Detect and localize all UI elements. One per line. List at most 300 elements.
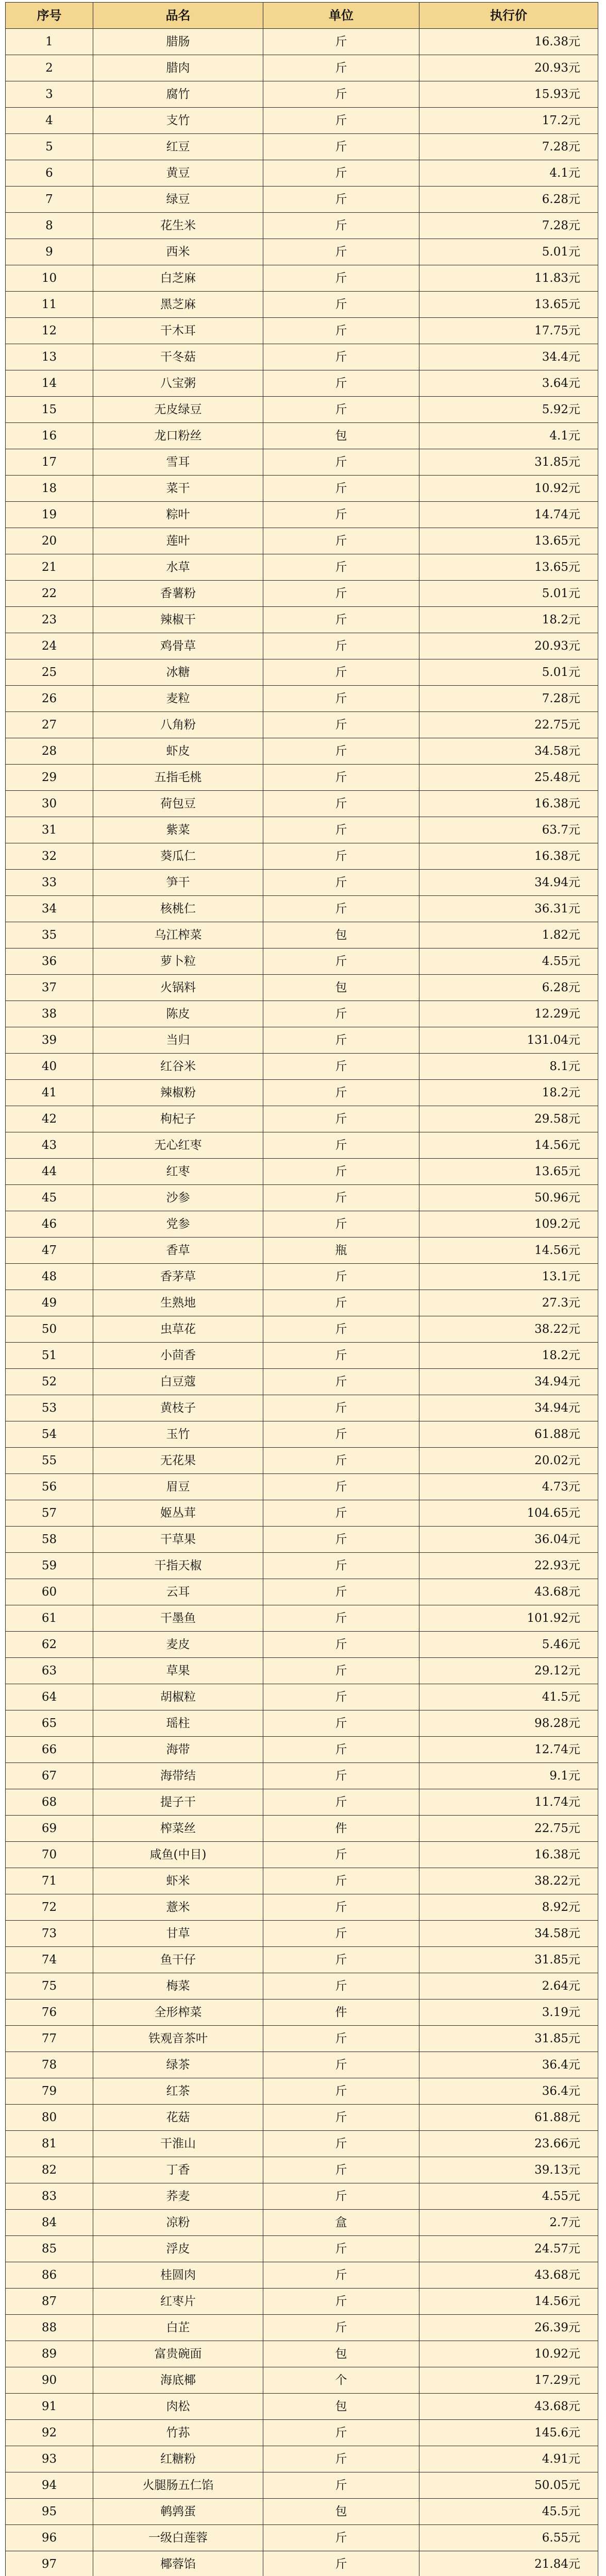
item-name: 菜干 [93, 476, 263, 502]
row-number: 80 [6, 2105, 93, 2131]
item-unit: 斤 [263, 1211, 419, 1238]
table-row [6, 1500, 598, 1527]
table-row [6, 896, 598, 922]
table-row [6, 1395, 598, 1421]
table-row [6, 1369, 598, 1395]
row-number: 77 [6, 2026, 93, 2052]
item-price: 29.58元 [419, 1106, 598, 1132]
item-unit: 包 [263, 423, 419, 449]
item-name: 腊肉 [93, 55, 263, 81]
item-price: 11.83元 [419, 265, 598, 292]
item-unit: 斤 [263, 1106, 419, 1132]
row-number: 78 [6, 2052, 93, 2078]
item-name: 鸡骨草 [93, 633, 263, 659]
item-name: 桂圆肉 [93, 2262, 263, 2289]
item-price: 34.94元 [419, 870, 598, 896]
table-row [6, 476, 598, 502]
table-row [6, 108, 598, 134]
row-number: 50 [6, 1316, 93, 1343]
row-number: 28 [6, 738, 93, 765]
row-number: 72 [6, 1894, 93, 1921]
item-price: 3.64元 [419, 370, 598, 397]
row-number: 21 [6, 554, 93, 581]
item-unit: 斤 [263, 2105, 419, 2131]
item-unit: 斤 [263, 318, 419, 344]
item-unit: 斤 [263, 2289, 419, 2315]
row-number: 55 [6, 1448, 93, 1474]
item-price: 20.93元 [419, 55, 598, 81]
row-number: 41 [6, 1080, 93, 1106]
row-number: 63 [6, 1658, 93, 1684]
row-number: 82 [6, 2157, 93, 2183]
item-unit: 斤 [263, 2052, 419, 2078]
row-number: 52 [6, 1369, 93, 1395]
item-name: 云耳 [93, 1579, 263, 1605]
table-row [6, 1106, 598, 1132]
item-unit: 斤 [263, 134, 419, 160]
item-price: 6.55元 [419, 2525, 598, 2551]
item-name: 海带 [93, 1737, 263, 1763]
row-number: 84 [6, 2210, 93, 2236]
row-number: 14 [6, 370, 93, 397]
table-row [6, 1027, 598, 1054]
item-price: 5.46元 [419, 1632, 598, 1658]
table-row [6, 686, 598, 712]
item-unit: 斤 [263, 1290, 419, 1316]
item-price: 36.31元 [419, 896, 598, 922]
item-price: 18.2元 [419, 1080, 598, 1106]
row-number: 57 [6, 1500, 93, 1527]
item-unit: 斤 [263, 292, 419, 318]
table-row [6, 134, 598, 160]
item-unit: 件 [263, 1999, 419, 2026]
table-row [6, 554, 598, 581]
item-unit: 斤 [263, 791, 419, 817]
item-unit: 斤 [263, 1474, 419, 1500]
row-number: 69 [6, 1816, 93, 1842]
item-price: 14.56元 [419, 1132, 598, 1159]
row-number: 2 [6, 55, 93, 81]
row-number: 32 [6, 843, 93, 870]
row-number: 37 [6, 975, 93, 1001]
table-row [6, 318, 598, 344]
item-name: 西米 [93, 239, 263, 265]
item-price: 22.93元 [419, 1553, 598, 1579]
item-name: 干木耳 [93, 318, 263, 344]
item-name: 咸鱼(中目) [93, 1842, 263, 1868]
item-price: 63.7元 [419, 817, 598, 843]
table-row [6, 2525, 598, 2551]
item-price: 34.58元 [419, 1921, 598, 1947]
item-price: 2.64元 [419, 1973, 598, 1999]
table-row [6, 1710, 598, 1737]
row-number: 3 [6, 81, 93, 108]
row-number: 44 [6, 1159, 93, 1185]
item-name: 八宝粥 [93, 370, 263, 397]
item-name: 白豆蔻 [93, 1369, 263, 1395]
row-number: 83 [6, 2183, 93, 2210]
item-price: 4.55元 [419, 948, 598, 975]
row-number: 20 [6, 528, 93, 554]
item-name: 无心红枣 [93, 1132, 263, 1159]
table-row [6, 1737, 598, 1763]
row-number: 67 [6, 1763, 93, 1789]
row-number: 38 [6, 1001, 93, 1027]
row-number: 48 [6, 1264, 93, 1290]
item-unit: 斤 [263, 2131, 419, 2157]
item-name: 绿茶 [93, 2052, 263, 2078]
table-row [6, 1973, 598, 1999]
table-row [6, 843, 598, 870]
table-row [6, 2210, 598, 2236]
item-price: 8.1元 [419, 1054, 598, 1080]
table-row [6, 712, 598, 738]
item-unit: 斤 [263, 213, 419, 239]
item-price: 20.93元 [419, 633, 598, 659]
table-row [6, 581, 598, 607]
item-price: 18.2元 [419, 1343, 598, 1369]
item-name: 红枣片 [93, 2289, 263, 2315]
table-row [6, 2499, 598, 2525]
item-unit: 斤 [263, 738, 419, 765]
item-name: 绿豆 [93, 187, 263, 213]
item-unit: 斤 [263, 1921, 419, 1947]
item-unit: 斤 [263, 1658, 419, 1684]
item-unit: 斤 [263, 948, 419, 975]
row-number: 87 [6, 2289, 93, 2315]
table-row [6, 29, 598, 55]
item-price: 16.38元 [419, 791, 598, 817]
table-row [6, 1080, 598, 1106]
row-number: 58 [6, 1527, 93, 1553]
table-row [6, 2341, 598, 2367]
item-name: 梅菜 [93, 1973, 263, 1999]
item-name: 干墨鱼 [93, 1605, 263, 1632]
item-price: 36.4元 [419, 2052, 598, 2078]
item-name: 椰蓉馅 [93, 2551, 263, 2576]
item-name: 火锅料 [93, 975, 263, 1001]
item-price: 10.92元 [419, 2341, 598, 2367]
row-number: 73 [6, 1921, 93, 1947]
item-unit: 斤 [263, 1868, 419, 1894]
item-unit: 斤 [263, 607, 419, 633]
item-name: 核桃仁 [93, 896, 263, 922]
item-unit: 斤 [263, 1369, 419, 1395]
row-number: 10 [6, 265, 93, 292]
row-number: 64 [6, 1684, 93, 1710]
row-number: 53 [6, 1395, 93, 1421]
table-header-row [6, 3, 598, 29]
row-number: 81 [6, 2131, 93, 2157]
item-unit: 斤 [263, 1973, 419, 1999]
item-unit: 斤 [263, 2078, 419, 2105]
row-number: 86 [6, 2262, 93, 2289]
item-price: 50.96元 [419, 1185, 598, 1211]
table-row [6, 2131, 598, 2157]
column-header-unit: 单位 [263, 3, 419, 29]
row-number: 68 [6, 1789, 93, 1816]
table-row [6, 1185, 598, 1211]
row-number: 45 [6, 1185, 93, 1211]
item-name: 香薯粉 [93, 581, 263, 607]
item-name: 八角粉 [93, 712, 263, 738]
row-number: 66 [6, 1737, 93, 1763]
item-price: 13.65元 [419, 1159, 598, 1185]
item-name: 紫菜 [93, 817, 263, 843]
row-number: 88 [6, 2315, 93, 2341]
item-price: 145.6元 [419, 2420, 598, 2446]
row-number: 75 [6, 1973, 93, 1999]
item-unit: 斤 [263, 1684, 419, 1710]
row-number: 93 [6, 2446, 93, 2472]
item-price: 31.85元 [419, 1947, 598, 1973]
item-unit: 斤 [263, 581, 419, 607]
item-price: 12.74元 [419, 1737, 598, 1763]
table-row [6, 738, 598, 765]
item-price: 9.1元 [419, 1763, 598, 1789]
item-name: 水草 [93, 554, 263, 581]
table-row [6, 1474, 598, 1500]
table-row [6, 817, 598, 843]
table-row [6, 1211, 598, 1238]
item-price: 109.2元 [419, 1211, 598, 1238]
item-unit: 斤 [263, 239, 419, 265]
item-price: 29.12元 [419, 1658, 598, 1684]
table-row [6, 922, 598, 948]
item-name: 浮皮 [93, 2236, 263, 2262]
row-number: 62 [6, 1632, 93, 1658]
item-price: 34.58元 [419, 738, 598, 765]
row-number: 11 [6, 292, 93, 318]
table-row [6, 765, 598, 791]
row-number: 47 [6, 1238, 93, 1264]
item-price: 43.68元 [419, 1579, 598, 1605]
table-row [6, 397, 598, 423]
table-row [6, 975, 598, 1001]
item-price: 31.85元 [419, 449, 598, 476]
item-name: 丁香 [93, 2157, 263, 2183]
item-unit: 斤 [263, 686, 419, 712]
item-price: 61.88元 [419, 1421, 598, 1448]
table-row [6, 2183, 598, 2210]
item-unit: 斤 [263, 2472, 419, 2499]
row-number: 18 [6, 476, 93, 502]
item-price: 22.75元 [419, 1816, 598, 1842]
item-name: 沙参 [93, 1185, 263, 1211]
item-name: 干草果 [93, 1527, 263, 1553]
item-unit: 斤 [263, 765, 419, 791]
row-number: 29 [6, 765, 93, 791]
item-unit: 斤 [263, 2262, 419, 2289]
table-row [6, 2026, 598, 2052]
item-unit: 斤 [263, 843, 419, 870]
item-unit: 包 [263, 2394, 419, 2420]
table-row [6, 1947, 598, 1973]
table-row [6, 1605, 598, 1632]
row-number: 4 [6, 108, 93, 134]
item-price: 10.92元 [419, 476, 598, 502]
item-price: 31.85元 [419, 2026, 598, 2052]
table-row [6, 1763, 598, 1789]
row-number: 74 [6, 1947, 93, 1973]
item-price: 7.28元 [419, 134, 598, 160]
item-price: 34.94元 [419, 1369, 598, 1395]
item-price: 50.05元 [419, 2472, 598, 2499]
row-number: 24 [6, 633, 93, 659]
table-row [6, 1868, 598, 1894]
item-price: 39.13元 [419, 2157, 598, 2183]
table-row [6, 213, 598, 239]
item-name: 莲叶 [93, 528, 263, 554]
row-number: 76 [6, 1999, 93, 2026]
item-name: 富贵碗面 [93, 2341, 263, 2367]
item-price: 5.01元 [419, 239, 598, 265]
item-unit: 斤 [263, 1789, 419, 1816]
item-name: 辣椒干 [93, 607, 263, 633]
item-name: 虾米 [93, 1868, 263, 1894]
item-name: 红糖粉 [93, 2446, 263, 2472]
item-unit: 斤 [263, 1605, 419, 1632]
row-number: 61 [6, 1605, 93, 1632]
table-row [6, 2394, 598, 2420]
row-number: 7 [6, 187, 93, 213]
item-unit: 斤 [263, 659, 419, 686]
row-number: 56 [6, 1474, 93, 1500]
item-name: 葵瓜仁 [93, 843, 263, 870]
item-name: 腐竹 [93, 81, 263, 108]
row-number: 40 [6, 1054, 93, 1080]
item-price: 25.48元 [419, 765, 598, 791]
item-unit: 斤 [263, 476, 419, 502]
item-unit: 斤 [263, 2551, 419, 2576]
row-number: 1 [6, 29, 93, 55]
item-name: 海带结 [93, 1763, 263, 1789]
item-unit: 斤 [263, 1343, 419, 1369]
table-row [6, 2105, 598, 2131]
table-row [6, 1999, 598, 2026]
item-name: 黄枝子 [93, 1395, 263, 1421]
table-row [6, 528, 598, 554]
item-unit: 斤 [263, 1316, 419, 1343]
item-name: 海底椰 [93, 2367, 263, 2394]
row-number: 27 [6, 712, 93, 738]
row-number: 46 [6, 1211, 93, 1238]
item-unit: 斤 [263, 1054, 419, 1080]
item-name: 红谷米 [93, 1054, 263, 1080]
table-row [6, 607, 598, 633]
item-name: 干指天椒 [93, 1553, 263, 1579]
item-unit: 斤 [263, 1710, 419, 1737]
item-price: 17.29元 [419, 2367, 598, 2394]
item-price: 43.68元 [419, 2394, 598, 2420]
row-number: 92 [6, 2420, 93, 2446]
table-row [6, 2262, 598, 2289]
item-name: 黄豆 [93, 160, 263, 187]
item-unit: 斤 [263, 1500, 419, 1527]
item-price: 22.75元 [419, 712, 598, 738]
item-unit: 斤 [263, 1448, 419, 1474]
table-row [6, 1316, 598, 1343]
column-header-no: 序号 [6, 3, 93, 29]
table-row [6, 1553, 598, 1579]
row-number: 30 [6, 791, 93, 817]
table-row [6, 449, 598, 476]
item-price: 4.1元 [419, 423, 598, 449]
item-name: 花生米 [93, 213, 263, 239]
table-row [6, 81, 598, 108]
item-unit: 斤 [263, 1894, 419, 1921]
item-price: 34.94元 [419, 1395, 598, 1421]
row-number: 42 [6, 1106, 93, 1132]
table-row [6, 2420, 598, 2446]
item-price: 36.4元 [419, 2078, 598, 2105]
table-row [6, 187, 598, 213]
item-name: 鱼干仔 [93, 1947, 263, 1973]
item-unit: 斤 [263, 29, 419, 55]
item-unit: 斤 [263, 1632, 419, 1658]
item-price: 6.28元 [419, 975, 598, 1001]
price-table [5, 2, 598, 2576]
item-unit: 斤 [263, 344, 419, 370]
item-unit: 斤 [263, 1737, 419, 1763]
item-price: 23.66元 [419, 2131, 598, 2157]
row-number: 79 [6, 2078, 93, 2105]
row-number: 26 [6, 686, 93, 712]
table-row [6, 659, 598, 686]
item-name: 甘草 [93, 1921, 263, 1947]
item-unit: 斤 [263, 265, 419, 292]
item-price: 7.28元 [419, 213, 598, 239]
item-price: 41.5元 [419, 1684, 598, 1710]
item-unit: 斤 [263, 55, 419, 81]
item-price: 43.68元 [419, 2262, 598, 2289]
table-row [6, 1290, 598, 1316]
table-row [6, 1159, 598, 1185]
item-unit: 斤 [263, 870, 419, 896]
row-number: 36 [6, 948, 93, 975]
row-number: 25 [6, 659, 93, 686]
row-number: 34 [6, 896, 93, 922]
row-number: 97 [6, 2551, 93, 2576]
item-unit: 斤 [263, 2026, 419, 2052]
item-unit: 斤 [263, 1763, 419, 1789]
item-name: 麦皮 [93, 1632, 263, 1658]
table-row [6, 2551, 598, 2576]
item-name: 萝卜粒 [93, 948, 263, 975]
item-unit: 斤 [263, 712, 419, 738]
item-unit: 斤 [263, 2525, 419, 2551]
item-name: 虫草花 [93, 1316, 263, 1343]
item-price: 4.55元 [419, 2183, 598, 2210]
table-row [6, 1448, 598, 1474]
item-price: 36.04元 [419, 1527, 598, 1553]
table-row [6, 1921, 598, 1947]
item-price: 16.38元 [419, 843, 598, 870]
item-name: 红豆 [93, 134, 263, 160]
item-price: 11.74元 [419, 1789, 598, 1816]
item-unit: 斤 [263, 554, 419, 581]
row-number: 49 [6, 1290, 93, 1316]
item-price: 4.91元 [419, 2446, 598, 2472]
item-price: 5.92元 [419, 397, 598, 423]
item-name: 粽叶 [93, 502, 263, 528]
table-row [6, 1842, 598, 1868]
table-row [6, 239, 598, 265]
table-row [6, 265, 598, 292]
item-unit: 斤 [263, 2420, 419, 2446]
table-row [6, 1421, 598, 1448]
row-number: 70 [6, 1842, 93, 1868]
